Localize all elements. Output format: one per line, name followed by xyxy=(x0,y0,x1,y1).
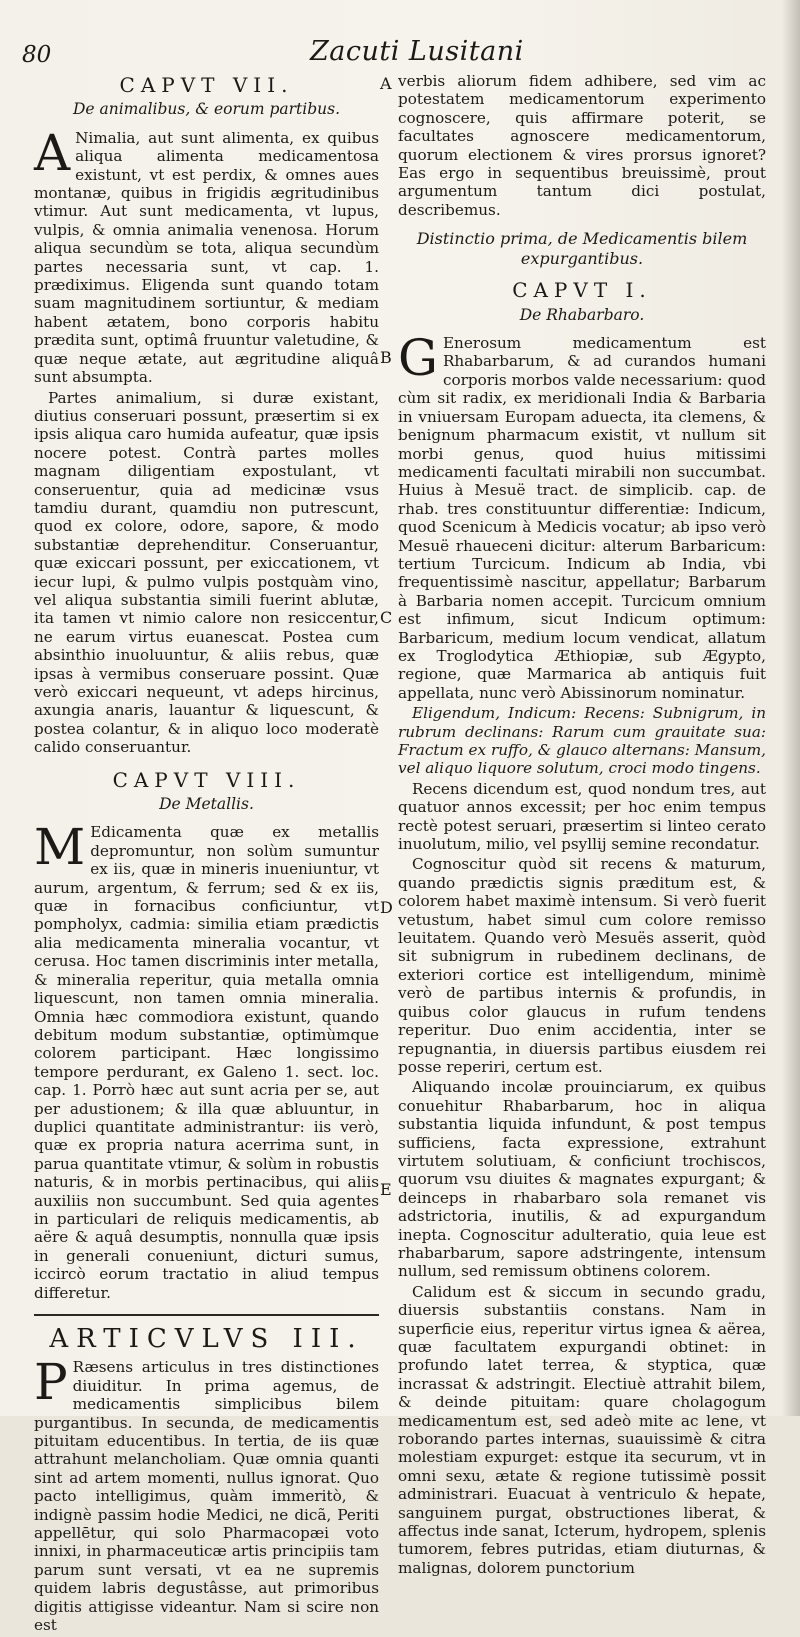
articulus-paragraph-1: P Ræsens articulus in tres distinctiones diuiditur. In prima agemus, de medicamentis simplicibus bilem purgantibus. In secunda, de medicamentis pituitam educentibus. In tertia, de iis quæ attrahunt melancholiam. Quæ omnia quanti sint ad artem momenti, nullus ignorat. Quo pacto intelligimus, quàm immeritò, & indignè passim hodie Medici, ne dicã, Periti appellētur, qui solo Pharmacopæi voto innixi, in pharmaceuticæ artis principiis tam parum sunt versati, vt ea ne supremis quidem labris degustâsse, aut primoribus digitis attigisse videantur. Nam si scire non est xyxy=(34,1353,379,1635)
dropcap-a: A xyxy=(34,123,71,182)
margin-letter-b: B xyxy=(380,348,392,367)
caput-i-subtitle: De Rhabarbaro. xyxy=(519,305,645,324)
dropcap-p: P xyxy=(34,1353,68,1412)
margin-letter-e: E xyxy=(380,1180,392,1199)
margin-letter-a: A xyxy=(380,74,392,93)
distinctio-heading: Distinctio prima, de Medicamentis bilem expurgantibus. xyxy=(416,229,748,269)
dropcap-m: M xyxy=(34,818,86,877)
caput-vii-title: CAPVT VII. xyxy=(119,73,294,97)
caput-i-paragraph-2: Eligendum, Indicum: Recens: Subnigrum, in rubrum declinans: Rarum cum grauitate sua: Fractum ex ruffo, & glauco alternans: Mansum, vel aliquo liquore solutum, croci modo tingens. xyxy=(398,704,766,778)
left-column xyxy=(34,72,379,1637)
running-head: Zacuti Lusitani xyxy=(310,36,524,67)
section-divider xyxy=(34,1314,379,1316)
caput-i-paragraph-5: Aliquando incolæ prouinciarum, ex quibus conuehitur Rhabarbarum, hoc in aliqua substantia liquida infundunt, & post tempus sufficiens, facta expressione, extrahunt virtutem solutiuam, & conficiunt trochiscos, quorum vsu diuites & magnates expurgant; & deinceps in rhabarbaro sola remanet vis adstrictoria, inutilis, & ad expurgandum inepta. Cognoscitur adulteratio, quia leue est rhabarbarum, sapore adstringente, intensum nullum, sed remissum obtinens colorem. xyxy=(398,1078,766,1281)
caput-viii-subtitle: De Metallis. xyxy=(159,795,254,814)
right-opening-paragraph: verbis aliorum fidem adhibere, sed vim ac potestatem medicamentorum experimento cognoscere, quis affirmare poterit, se facultates agnoscere medicamentorum, quorum electionem & vires prorsus ignoret? Eas ergo in sequentibus breuissimè, prout argumentum tantum dici postulat, describemus. xyxy=(398,72,766,219)
caput-viii-paragraph-1: M Edicamenta quæ ex metallis depromuntur, non solùm sumuntur ex iis, quæ in mineris inueniuntur, vt aurum, argentum, & ferrum; sed & ex iis, quæ in fornacibus conficiuntur, vt pompholyx, cadmia: similia etiam prædictis alia medicamenta mineralia vocantur, vt cerusa. Hoc tamen discriminis inter metalla, & mineralia reperitur, quia metalla omnia liquescunt, non tamen omnia mineralia. Omnia hæc commodiora existunt, quando debitum modum substantiæ, optimùmque colorem participant. Hæc longissimo tempore perdurant, ex Galeno 1. sect. loc. cap. 1. Porrò hæc aut sunt acria per se, aut per adustionem; & illa quæ abluuntur, in duplici quantitate administrantur: iis verò, quæ ex propria natura acerrima sunt, in parua quantitate vtimur, & solùm in robustis naturis, & in morbis pertinacibus, qui aliis auxiliis non succumbunt. Sed quia agentes in particulari de reliquis medicamentis, ab aëre & aquâ desumptis, nonnulla quæ ipsis in generali conueniunt, dicturi sumus, iccircò eorum tractatio in aliud tempus differetur. xyxy=(34,818,379,1302)
page-number: 80 xyxy=(22,42,52,68)
caput-vii-paragraph-1: A Nimalia, aut sunt alimenta, ex quibus aliqua alimenta medicamentosa existunt, vt est perdix, & omnes aues montanæ, quibus in frigidis ægritudinibus vtimur. Aut sunt medicamenta, vt lupus, vulpis, & omnia animalia venenosa. Horum aliqua secundùm se tota, aliqua secundùm partes necessaria sunt, vt cap. 1. prædiximus. Eligenda sunt quando totam suam magnitudinem sortiuntur, & mediam habent ætatem, bono corporis habitu prædita sunt, optimâ fruuntur valetudine, & quæ neque ætate, aut ægritudine aliquâ sunt absumpta. xyxy=(34,123,379,387)
articulus-iii-title: ARTICVLVS III. xyxy=(49,1324,364,1354)
caput-i-title: CAPVT I. xyxy=(512,278,652,303)
caput-i-paragraph-3: Recens dicendum est, quod nondum tres, aut quatuor annos excessit; per hoc enim tempus rectè potest seruari, præsertim si linteo cerato inuolutum, milio, vel psyllij semine recondatur. xyxy=(398,779,766,854)
right-column xyxy=(398,72,766,1579)
caput-viii-title: CAPVT VIII. xyxy=(112,767,301,792)
caput-vii-subtitle: De animalibus, & eorum partibus. xyxy=(72,100,341,119)
caput-i-paragraph-1: G Enerosum medicamentum est Rhabarbarum, & ad curandos humani corporis morbos valde necessarium: quod cùm sit radix, ex meridionali India & Barbaria in vniuersam Europam aduecta, ita clemens, & benignum pharmacum existit, vt nullum sit morbi genus, quod huius mitissimi medicamenti facultati mirabili non succumbat. Huius à Mesuë tract. de simplicib. cap. de rhab. tres constituuntur differentiæ: Indicum, quod Scenicum à Medicis vocatur; ab ipso verò Mesuë rhaueceni dicitur: alterum Barbaricum: tertium Turcicum. Indicum ab India, vbi frequentissimè nascitur, appellatur; Barbarum à Barbaria nomen accepit. Turcicum omnium est infimum, sicut Indicum optimum: Barbaricum, medium locum vendicat, allatum ex Troglodytica Æthiopiæ, sub Ægypto, regione, quæ Marmarica ab antiquis fuit appellata, nunc verò Abissinorum nominatur. xyxy=(398,329,766,702)
margin-letter-c: C xyxy=(380,608,393,627)
page-edge-shadow xyxy=(782,0,800,1416)
margin-letter-d: D xyxy=(380,898,393,917)
caput-i-paragraph-6: Calidum est & siccum in secundo gradu, diuersis substantiis constans. Nam in superficie eius, reperitur virtus ignea & aërea, quæ facultatem expurgandi obtinet: in profundo latet terrea, & styptica, quæ incrassat & adstringit. Electiuè attrahit bilem, & deinde pituitam: quare cholagogum medicamentum est, sed adeò mite ac lene, vt roborando partes internas, suauissimè & citra molestiam expurget: estque ita securum, vt in omni sexu, ætate & regione tutissimè possit administrari. Euacuat à ventriculo & hepate, sanguinem purgat, obstructiones liberat, & affectus inde sanat, Icterum, hydropem, splenis tumorem, febres putridas, etiam diuturnas, & malignas, dolorem punctorium xyxy=(398,1282,766,1577)
caput-i-paragraph-4: Cognoscitur quòd sit recens & maturum, quando prædictis signis præditum est, & colorem habet maximè intensum. Si verò fuerit vetustum, habet simul cum colore remisso leuitatem. Quando verò Mesuës asserit, quòd sit subnigrum in rubedinem declinans, de exteriori cortice est intelligendum, minimè verò de partibus internis & profundis, in quibus color glaucus in rufum tendens reperitur. Duo enim accidentia, inter se repugnantia, in diuersis partibus eiusdem rei posse reperiri, certum est. xyxy=(398,855,766,1076)
dropcap-g: G xyxy=(398,329,438,388)
caput-vii-paragraph-2: Partes animalium, si duræ existant, diutius conseruari possunt, præsertim si ex ipsis aliqua caro humida aufeatur, quæ ipsis nocere potest. Contrà partes molles magnam diligentiam expostulant, vt conseruentur, quia ad medicinæ vsus tamdiu durant, quamdiu non putrescunt, quod ex colore, odore, sapore, & modo substantiæ deprehenditur. Conseruantur, quæ exiccari possunt, per exiccationem, vt iecur lupi, & pulmo vulpis postquàm vino, vel aliqua substantia simili fuerint ablutæ, ita tamen vt nimio calore non resiccentur, ne earum virtus euanescat. Postea cum absinthio inuoluuntur, & aliis rebus, quæ ipsas à vermibus conseruare possint. Quæ verò exiccari nequeunt, vt adeps hircinus, axungia anaris, lauantur & liquescunt, & postea colantur, & in aliquo loco moderatè calido conseruantur. xyxy=(34,388,379,757)
